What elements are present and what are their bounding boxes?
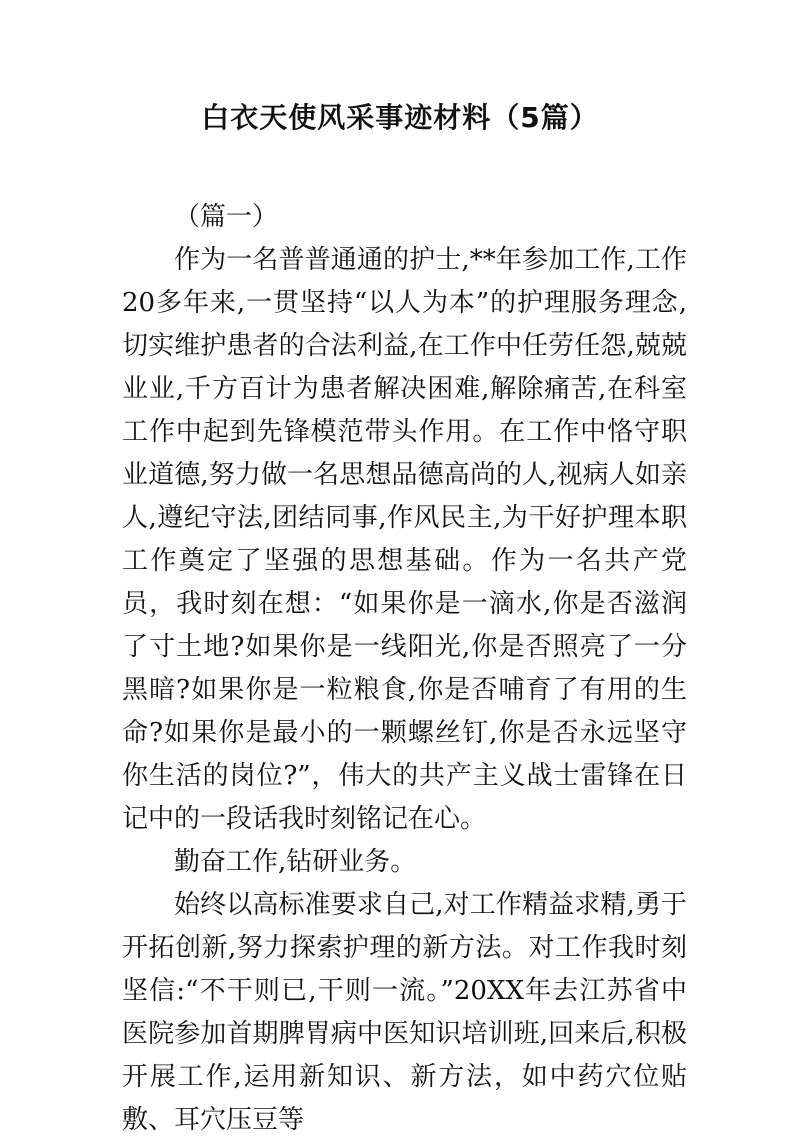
paragraph-2: 勤奋工作,钻研业务。	[174, 847, 417, 877]
document-body	[122, 196, 687, 1142]
paragraph-1: 作为一名普普通通的护士,**年参加工作,工作20多年来,一贯坚持“以人为本”的护理服务理念,切实维护患者的合法利益,在工作中任劳任怨,兢兢业业,千方百计为患者解决困难,解除痛苦,在科室工作中起到先锋模范带头作用。在工作中恪守职业道德,努力做一名思想品德高尚的人,视病人如亲人,遵纪守法,团结同事,作风民主,为干好护理本职工作奠定了坚强的思想基础。作为一名共产党员，我时刻在想：“如果你是一滴水,你是否滋润了寸土地?如果你是一线阳光,你是否照亮了一分黑暗?如果你是一粒粮食,你是否哺育了有用的生命?如果你是最小的一颗螺丝钉,你是否永远坚守你生活的岗位?”，伟大的共产主义战士雷锋在日记中的一段话我时刻铭记在心。	[122, 245, 687, 834]
paragraph-3: 始终以高标准要求自己,对工作精益求精,勇于开拓创新,努力探索护理的新方法。对工作我时刻坚信:“不干则已,干则一流。”20XX年去江苏省中医院参加首期脾胃病中医知识培训班,回来后,积极开展工作,运用新知识、新方法，如中药穴位贴敷、耳穴压豆等	[122, 890, 687, 1135]
section-heading: （篇一）	[174, 202, 279, 232]
document-title: 白衣天使风采事迹材料（5篇）	[201, 101, 599, 134]
